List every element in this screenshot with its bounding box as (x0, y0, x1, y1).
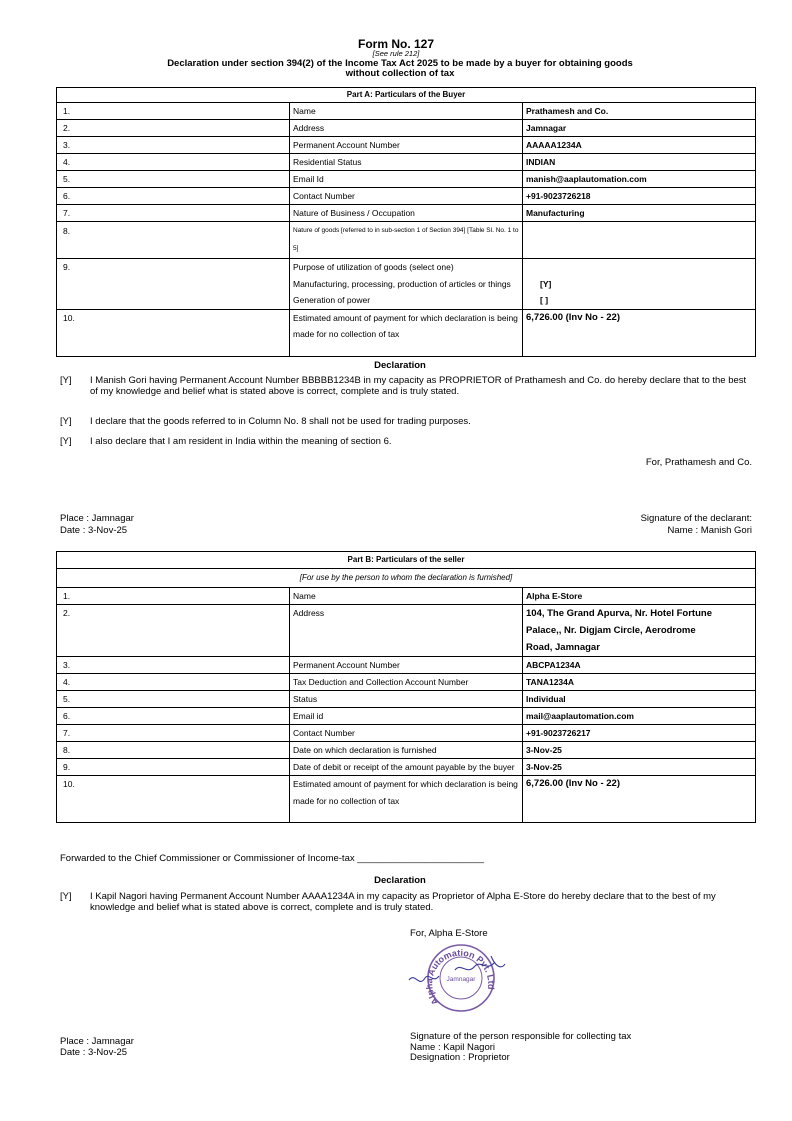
row-number: 7. (57, 725, 290, 742)
part-b-heading-row (57, 552, 756, 569)
declaration-text: I also declare that I am resident in India within the meaning of section 6. (90, 436, 392, 447)
form-number: Form No. 127 (357, 37, 435, 51)
form-title-line2: without collection of tax (345, 68, 455, 79)
field-label: Permanent Account Number (290, 657, 523, 674)
address-line3: Road, Jamnagar (526, 642, 600, 653)
field-value: mail@aaplautomation.com (523, 708, 756, 725)
declaration-text: I Kapil Nagori having Permanent Account Number AAAA1234A in my capacity as Proprietor of Alpha E-Store do hereby declare that to the best of my knowledge and belief what is stated above is correct, complete and is truly stated. (90, 891, 716, 913)
forwarded-line: Forwarded to the Chief Commissioner or Commissioner of Income-tax ________________________ (60, 853, 485, 864)
company-stamp (405, 942, 509, 1014)
purpose-option-manufacturing-mark: [Y] (540, 278, 552, 289)
field-label: Date on which declaration is furnished (290, 742, 523, 759)
table-row (57, 103, 756, 120)
row-number: 8. (57, 222, 290, 259)
row-number: 8. (57, 742, 290, 759)
declarant-name: Name : Manish Gori (667, 525, 752, 536)
row-number: 5. (57, 691, 290, 708)
field-value: Manufacturing (523, 205, 756, 222)
svg-text:Jamnagar: Jamnagar (446, 976, 476, 983)
for-seller-line: For, Alpha E-Store (410, 928, 488, 939)
row-number: 2. (57, 120, 290, 137)
table-row (57, 171, 756, 188)
part-b-subheading: [For use by the person to whom the declaration is furnished] (57, 569, 756, 588)
field-value: +91-9023726218 (523, 188, 756, 205)
address-row (57, 605, 756, 657)
field-label: Contact Number (290, 188, 523, 205)
row-number: 2. (57, 605, 290, 657)
amount-row (57, 309, 756, 356)
table-row (57, 205, 756, 222)
address-line1: 104, The Grand Apurva, Nr. Hotel Fortune (526, 608, 712, 619)
field-label: Email Id (290, 171, 523, 188)
field-label: Status (290, 691, 523, 708)
table-row (57, 154, 756, 171)
collector-name: Name : Kapil Nagori (410, 1042, 496, 1053)
row-number: 1. (57, 588, 290, 605)
field-label: Contact Number (290, 725, 523, 742)
field-value: AAAAA1234A (523, 137, 756, 154)
signature-collector: Signature of the person responsible for collecting tax (410, 1031, 632, 1042)
declaration-heading: Declaration (374, 360, 426, 371)
form-title (70, 59, 730, 79)
amount-label-line1: Estimated amount of payment for which declaration is being (293, 312, 518, 323)
table-row (57, 708, 756, 725)
field-label: Address (290, 120, 523, 137)
part-a-table (56, 87, 756, 357)
part-b-heading: Part B: Particulars of the seller (57, 552, 756, 569)
row-number: 3. (57, 137, 290, 154)
purpose-option-power-mark: [ ] (540, 295, 549, 305)
amount-label-line2: made for no collection of tax (293, 795, 400, 806)
field-label: Permanent Account Number (290, 137, 523, 154)
place-seller: Place : Jamnagar (60, 1036, 134, 1047)
declaration-heading: Declaration (374, 875, 426, 886)
declaration-mark: [Y] (60, 375, 72, 386)
for-buyer-line: For, Prathamesh and Co. (645, 457, 752, 468)
table-row (57, 120, 756, 137)
declaration-text: I Manish Gori having Permanent Account Number BBBBB1234B in my capacity as PROPRIETOR of Prathamesh and Co. do hereby declare that to the best of my knowledge and belief what is stated above is correct, complete and is truly stated. (90, 375, 747, 397)
table-row (57, 691, 756, 708)
svg-text:Alpha Automation Pvt. Ltd: Alpha Automation Pvt. Ltd (424, 947, 497, 1007)
table-row (57, 725, 756, 742)
table-row (57, 674, 756, 691)
row-number: 1. (57, 103, 290, 120)
purpose-cell (290, 259, 523, 310)
table-row (57, 742, 756, 759)
field-label: Address (290, 605, 523, 657)
declaration-text: I declare that the goods referred to in Column No. 8 shall not be used for trading purposes. (90, 416, 471, 427)
field-value: Jamnagar (523, 120, 756, 137)
field-value (523, 222, 756, 259)
purpose-label: Purpose of utilization of goods (select one) (293, 262, 454, 272)
field-value: Individual (523, 691, 756, 708)
field-label: Name (290, 588, 523, 605)
table-row (57, 657, 756, 674)
row-number: 9. (57, 759, 290, 776)
table-row (57, 188, 756, 205)
part-b-subheading-row (57, 569, 756, 588)
field-value: 3-Nov-25 (523, 759, 756, 776)
row-number: 5. (57, 171, 290, 188)
row-number: 6. (57, 708, 290, 725)
purpose-row (57, 259, 756, 310)
declaration-mark: [Y] (60, 891, 72, 902)
field-label: Nature of goods [referred to in sub-section 1 of Section 394] [Table Sl. No. 1 to 5] (290, 222, 523, 259)
amount-label (290, 309, 523, 356)
rule-reference: [See rule 212] (372, 49, 420, 58)
part-a-heading-row (57, 88, 756, 103)
declaration-mark: [Y] (60, 416, 72, 427)
amount-row (57, 776, 756, 823)
purpose-option-power: Generation of power (293, 295, 371, 305)
part-b-table (56, 551, 756, 823)
field-value: +91-9023726217 (523, 725, 756, 742)
signature-declarant: Signature of the declarant: (640, 513, 752, 524)
field-label: Email id (290, 708, 523, 725)
form-title-line1: Declaration under section 394(2) of the Income Tax Act 2025 to be made by a buyer for obtaining goods (167, 58, 633, 69)
purpose-option-manufacturing: Manufacturing, processing, production of articles or things (293, 278, 511, 289)
amount-label-line2: made for no collection of tax (293, 329, 400, 339)
field-value: manish@aaplautomation.com (523, 171, 756, 188)
row-number: 4. (57, 674, 290, 691)
collector-designation: Designation : Proprietor (410, 1052, 510, 1063)
field-label: Tax Deduction and Collection Account Number (290, 674, 523, 691)
address-line2: Palace,, Nr. Digjam Circle, Aerodrome (526, 625, 696, 636)
field-label: Residential Status (290, 154, 523, 171)
part-a-heading: Part A: Particulars of the Buyer (57, 88, 756, 103)
field-value: Alpha E-Store (523, 588, 756, 605)
field-value: TANA1234A (523, 674, 756, 691)
table-row (57, 137, 756, 154)
date-buyer: Date : 3-Nov-25 (60, 525, 128, 536)
amount-label-line1: Estimated amount of payment for which declaration is being (293, 779, 518, 789)
field-value: 3-Nov-25 (523, 742, 756, 759)
row-number: 7. (57, 205, 290, 222)
field-value: Prathamesh and Co. (523, 103, 756, 120)
row-number: 3. (57, 657, 290, 674)
row-number: 10. (57, 776, 290, 823)
field-label: Date of debit or receipt of the amount payable by the buyer (290, 759, 523, 776)
field-label: Nature of Business / Occupation (290, 205, 523, 222)
field-label: Name (290, 103, 523, 120)
declaration-mark: [Y] (60, 436, 72, 447)
row-number: 10. (57, 309, 290, 356)
purpose-marks (523, 259, 756, 310)
amount-label (290, 776, 523, 823)
amount-value: 6,726.00 (Inv No - 22) (523, 776, 756, 823)
amount-value: 6,726.00 (Inv No - 22) (523, 309, 756, 356)
place-buyer: Place : Jamnagar (60, 513, 134, 524)
field-value: INDIAN (523, 154, 756, 171)
row-number: 9. (57, 259, 290, 310)
row-number: 6. (57, 188, 290, 205)
table-row (57, 588, 756, 605)
date-seller: Date : 3-Nov-25 (60, 1047, 128, 1058)
address-value (523, 605, 756, 657)
table-row (57, 222, 756, 259)
field-value: ABCPA1234A (523, 657, 756, 674)
table-row (57, 759, 756, 776)
row-number: 4. (57, 154, 290, 171)
